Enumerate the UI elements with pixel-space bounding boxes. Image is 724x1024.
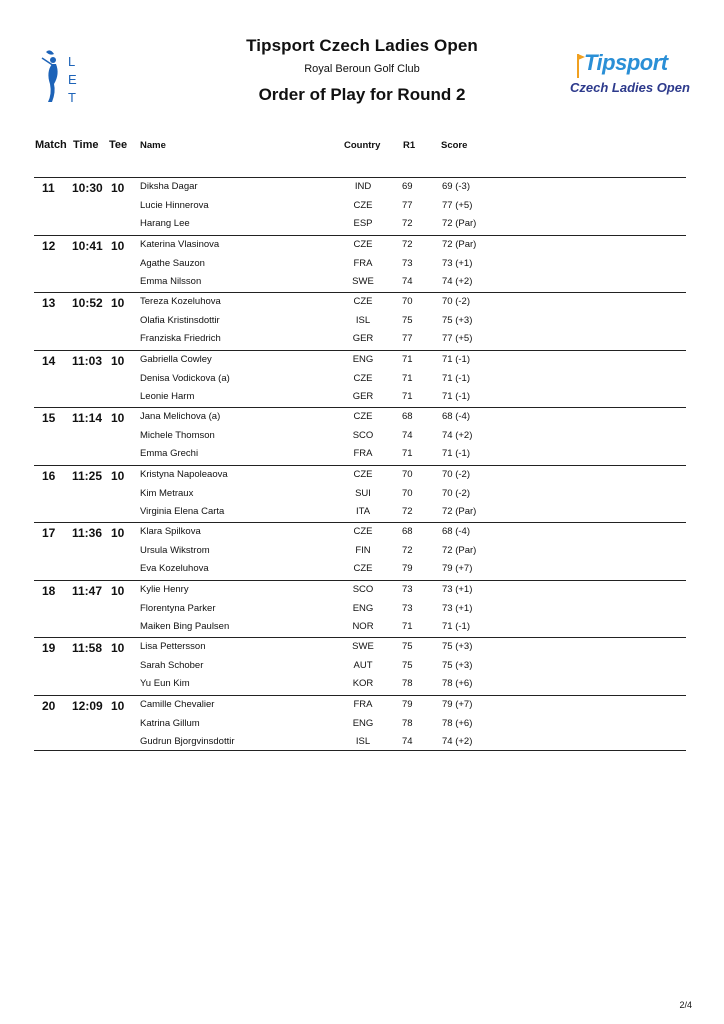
player-row: [34, 641, 686, 657]
player-country: SWE: [352, 641, 374, 652]
player-r1: 71: [402, 372, 413, 384]
player-country: KOR: [352, 678, 374, 689]
player-name: Jana Melichova (a): [140, 411, 221, 422]
player-score: 73 (+1): [442, 583, 473, 595]
player-name: Gabriella Cowley: [140, 353, 212, 365]
group-divider: [34, 292, 686, 293]
player-row: [34, 354, 686, 370]
player-row: [34, 678, 686, 694]
player-row: [34, 718, 686, 734]
player-r1: 69: [402, 181, 413, 192]
player-score: 74 (+2): [442, 275, 473, 287]
match-group: [34, 637, 686, 695]
player-score: 73 (+1): [442, 257, 473, 269]
player-score: 75 (+3): [442, 660, 473, 671]
player-row: [34, 181, 686, 197]
player-row: [34, 584, 686, 600]
tipsport-logo: [570, 50, 690, 100]
tee-number: 10: [111, 698, 125, 713]
player-row: [34, 373, 686, 389]
match-number: 20: [42, 698, 56, 713]
tee-time: 11:14: [72, 411, 103, 425]
player-country: NOR: [352, 620, 374, 632]
player-row: [34, 488, 686, 504]
match-number: 13: [42, 296, 56, 310]
player-country: FRA: [353, 257, 373, 269]
player-score: 70 (-2): [442, 296, 470, 307]
player-r1: 73: [402, 583, 413, 595]
player-r1: 72: [402, 218, 413, 229]
tee-number: 10: [111, 181, 125, 195]
page-subtitle: Order of Play for Round 2: [258, 85, 466, 104]
player-name: Katrina Gillum: [140, 717, 200, 729]
match-group: [34, 235, 686, 293]
player-country: ENG: [352, 353, 374, 365]
svg-text:T: T: [68, 90, 76, 104]
player-name: Camille Chevalier: [140, 698, 215, 710]
player-score: 78 (+6): [442, 678, 473, 689]
player-score: 71 (-1): [442, 372, 470, 384]
player-score: 77 (+5): [442, 200, 473, 211]
player-r1: 70: [402, 296, 413, 307]
match-group: [34, 292, 686, 350]
player-r1: 72: [402, 545, 413, 556]
player-score: 73 (+1): [442, 602, 473, 614]
player-score: 72 (Par): [442, 505, 477, 517]
player-country: CZE: [353, 468, 373, 480]
player-score: 72 (Par): [442, 545, 477, 556]
player-r1: 75: [402, 660, 413, 671]
match-group: [34, 695, 686, 753]
match-number: 16: [42, 468, 56, 483]
table-bottom-rule: [34, 750, 686, 751]
match-number: 19: [42, 641, 56, 655]
player-row: [34, 315, 686, 331]
group-divider: [34, 235, 686, 236]
group-divider: [34, 177, 686, 178]
player-score: 79 (+7): [442, 563, 473, 574]
match-group: [34, 580, 686, 638]
tee-time: 11:47: [72, 583, 103, 598]
player-r1: 73: [402, 257, 413, 269]
player-score: 68 (-4): [442, 526, 470, 537]
match-group: [34, 407, 686, 465]
group-divider: [34, 407, 686, 408]
player-r1: 72: [402, 505, 413, 517]
tipsport-subtitle: Czech Ladies Open: [570, 80, 690, 95]
player-name: Emma Grechi: [140, 448, 199, 459]
player-score: 74 (+2): [442, 735, 473, 747]
player-country: ESP: [353, 218, 373, 229]
player-name: Eva Kozeluhova: [140, 563, 209, 574]
player-country: FIN: [355, 545, 371, 556]
player-name: Franziska Friedrich: [140, 333, 221, 344]
player-r1: 71: [402, 390, 413, 402]
group-divider: [34, 695, 686, 696]
venue-name: Royal Beroun Golf Club: [304, 63, 420, 75]
player-r1: 77: [402, 200, 413, 211]
group-divider: [34, 350, 686, 351]
player-score: 79 (+7): [442, 698, 473, 710]
player-country: IND: [354, 181, 372, 192]
tee-time: 11:03: [72, 353, 103, 368]
tee-time: 10:41: [72, 238, 103, 253]
match-number: 18: [42, 583, 56, 598]
player-r1: 71: [402, 353, 413, 365]
player-r1: 71: [402, 620, 413, 632]
player-country: ENG: [352, 717, 374, 729]
player-country: SCO: [352, 430, 374, 441]
player-r1: 79: [402, 698, 413, 710]
player-score: 78 (+6): [442, 717, 473, 729]
player-name: Diksha Dagar: [140, 181, 198, 192]
player-name: Michele Thomson: [140, 430, 215, 441]
player-r1: 70: [402, 487, 413, 499]
player-name: Katerina Vlasinova: [140, 238, 220, 250]
tee-number: 10: [111, 526, 125, 540]
player-row: [34, 391, 686, 407]
player-country: CZE: [353, 411, 373, 422]
player-country: ISL: [355, 735, 371, 747]
player-score: 70 (-2): [442, 468, 470, 480]
player-row: [34, 603, 686, 619]
player-score: 72 (Par): [442, 238, 477, 250]
player-country: SCO: [352, 583, 374, 595]
match-number: 15: [42, 411, 56, 425]
player-name: Leonie Harm: [140, 390, 195, 402]
player-score: 77 (+5): [442, 333, 473, 344]
player-country: AUT: [353, 660, 373, 671]
tee-time: 12:09: [72, 698, 103, 713]
player-row: [34, 469, 686, 485]
player-r1: 74: [402, 735, 413, 747]
page-number: 2/4: [679, 1000, 692, 1010]
col-match: Match: [35, 139, 67, 151]
tipsport-brand: Tipsport: [584, 50, 668, 75]
player-country: ENG: [352, 602, 374, 614]
player-r1: 74: [402, 430, 413, 441]
match-number: 11: [42, 181, 55, 195]
match-group: [34, 465, 686, 523]
tee-number: 10: [111, 641, 125, 655]
player-row: [34, 430, 686, 446]
player-name: Sarah Schober: [140, 660, 204, 671]
group-divider: [34, 580, 686, 581]
player-country: CZE: [353, 238, 373, 250]
player-country: CZE: [353, 563, 373, 574]
player-name: Ursula Wikstrom: [140, 545, 210, 556]
tee-number: 10: [111, 468, 125, 483]
player-name: Olafia Kristinsdottir: [140, 315, 220, 326]
player-row: [34, 258, 686, 274]
player-name: Klara Spilkova: [140, 526, 201, 537]
player-row: [34, 296, 686, 312]
player-country: GER: [352, 333, 374, 344]
player-row: [34, 506, 686, 522]
player-row: [34, 621, 686, 637]
player-country: SUI: [355, 487, 371, 499]
player-country: ISL: [355, 315, 371, 326]
player-row: [34, 200, 686, 216]
player-row: [34, 333, 686, 349]
player-r1: 78: [402, 678, 413, 689]
player-score: 71 (-1): [442, 448, 470, 459]
col-tee: Tee: [109, 139, 128, 151]
svg-text:E: E: [68, 72, 77, 87]
player-row: [34, 448, 686, 464]
player-name: Maiken Bing Paulsen: [140, 620, 230, 632]
player-score: 74 (+2): [442, 430, 473, 441]
page-header: [0, 0, 724, 120]
player-score: 75 (+3): [442, 315, 473, 326]
col-score: Score: [441, 140, 468, 151]
player-row: [34, 699, 686, 715]
player-name: Denisa Vodickova (a): [140, 372, 230, 384]
match-number: 17: [42, 526, 56, 540]
player-r1: 79: [402, 563, 413, 574]
player-country: ITA: [355, 505, 371, 517]
player-score: 71 (-1): [442, 620, 470, 632]
player-country: FRA: [353, 698, 373, 710]
player-r1: 75: [402, 641, 413, 652]
group-divider: [34, 637, 686, 638]
player-score: 75 (+3): [442, 641, 473, 652]
player-r1: 68: [402, 411, 413, 422]
player-name: Agathe Sauzon: [140, 257, 205, 269]
tee-number: 10: [111, 583, 125, 598]
player-r1: 70: [402, 468, 413, 480]
player-name: Lisa Pettersson: [140, 641, 206, 652]
tee-time: 11:36: [72, 526, 103, 540]
tee-time: 10:30: [72, 181, 103, 195]
svg-text:L: L: [68, 54, 76, 69]
player-r1: 75: [402, 315, 413, 326]
player-name: Gudrun Bjorgvinsdottir: [140, 735, 235, 747]
player-r1: 78: [402, 717, 413, 729]
player-country: CZE: [353, 526, 373, 537]
group-divider: [34, 465, 686, 466]
player-score: 71 (-1): [442, 353, 470, 365]
player-name: Florentyna Parker: [140, 602, 216, 614]
player-r1: 74: [402, 275, 413, 287]
player-score: 72 (Par): [442, 218, 477, 229]
player-name: Harang Lee: [140, 218, 190, 229]
player-row: [34, 545, 686, 561]
player-score: 69 (-3): [442, 181, 470, 192]
col-r1: R1: [403, 140, 416, 151]
player-name: Kylie Henry: [140, 583, 189, 595]
tee-number: 10: [111, 238, 125, 253]
player-country: CZE: [353, 372, 373, 384]
player-name: Kristyna Napoleaova: [140, 468, 228, 480]
player-score: 68 (-4): [442, 411, 470, 422]
tee-number: 10: [111, 353, 125, 368]
player-name: Kim Metraux: [140, 487, 194, 499]
col-time: Time: [73, 139, 99, 151]
player-name: Emma Nilsson: [140, 275, 202, 287]
tee-time: 11:58: [72, 641, 103, 655]
player-r1: 73: [402, 602, 413, 614]
player-country: CZE: [353, 200, 373, 211]
match-number: 12: [42, 238, 56, 253]
col-country: Country: [344, 140, 381, 151]
match-group: [34, 177, 686, 235]
player-r1: 77: [402, 333, 413, 344]
tee-time: 10:52: [72, 296, 103, 310]
group-divider: [34, 522, 686, 523]
player-row: [34, 526, 686, 542]
page-title: Tipsport Czech Ladies Open: [246, 36, 478, 55]
match-group: [34, 522, 686, 580]
player-country: GER: [352, 390, 374, 402]
match-group: [34, 350, 686, 408]
player-name: Tereza Kozeluhova: [140, 296, 221, 307]
match-number: 14: [42, 353, 56, 368]
col-name: Name: [140, 140, 166, 151]
player-name: Yu Eun Kim: [140, 678, 190, 689]
player-country: FRA: [353, 448, 373, 459]
player-row: [34, 660, 686, 676]
player-row: [34, 276, 686, 292]
player-row: [34, 563, 686, 579]
player-country: CZE: [353, 296, 373, 307]
player-row: [34, 239, 686, 255]
player-name: Virginia Elena Carta: [140, 505, 225, 517]
player-country: SWE: [352, 275, 374, 287]
player-score: 71 (-1): [442, 390, 470, 402]
player-row: [34, 411, 686, 427]
tee-number: 10: [111, 411, 125, 425]
player-r1: 72: [402, 238, 413, 250]
player-score: 70 (-2): [442, 487, 470, 499]
player-r1: 71: [402, 448, 413, 459]
tee-time: 11:25: [72, 468, 103, 483]
player-row: [34, 218, 686, 234]
tee-number: 10: [111, 296, 125, 310]
player-name: Lucie Hinnerova: [140, 200, 209, 211]
player-r1: 68: [402, 526, 413, 537]
